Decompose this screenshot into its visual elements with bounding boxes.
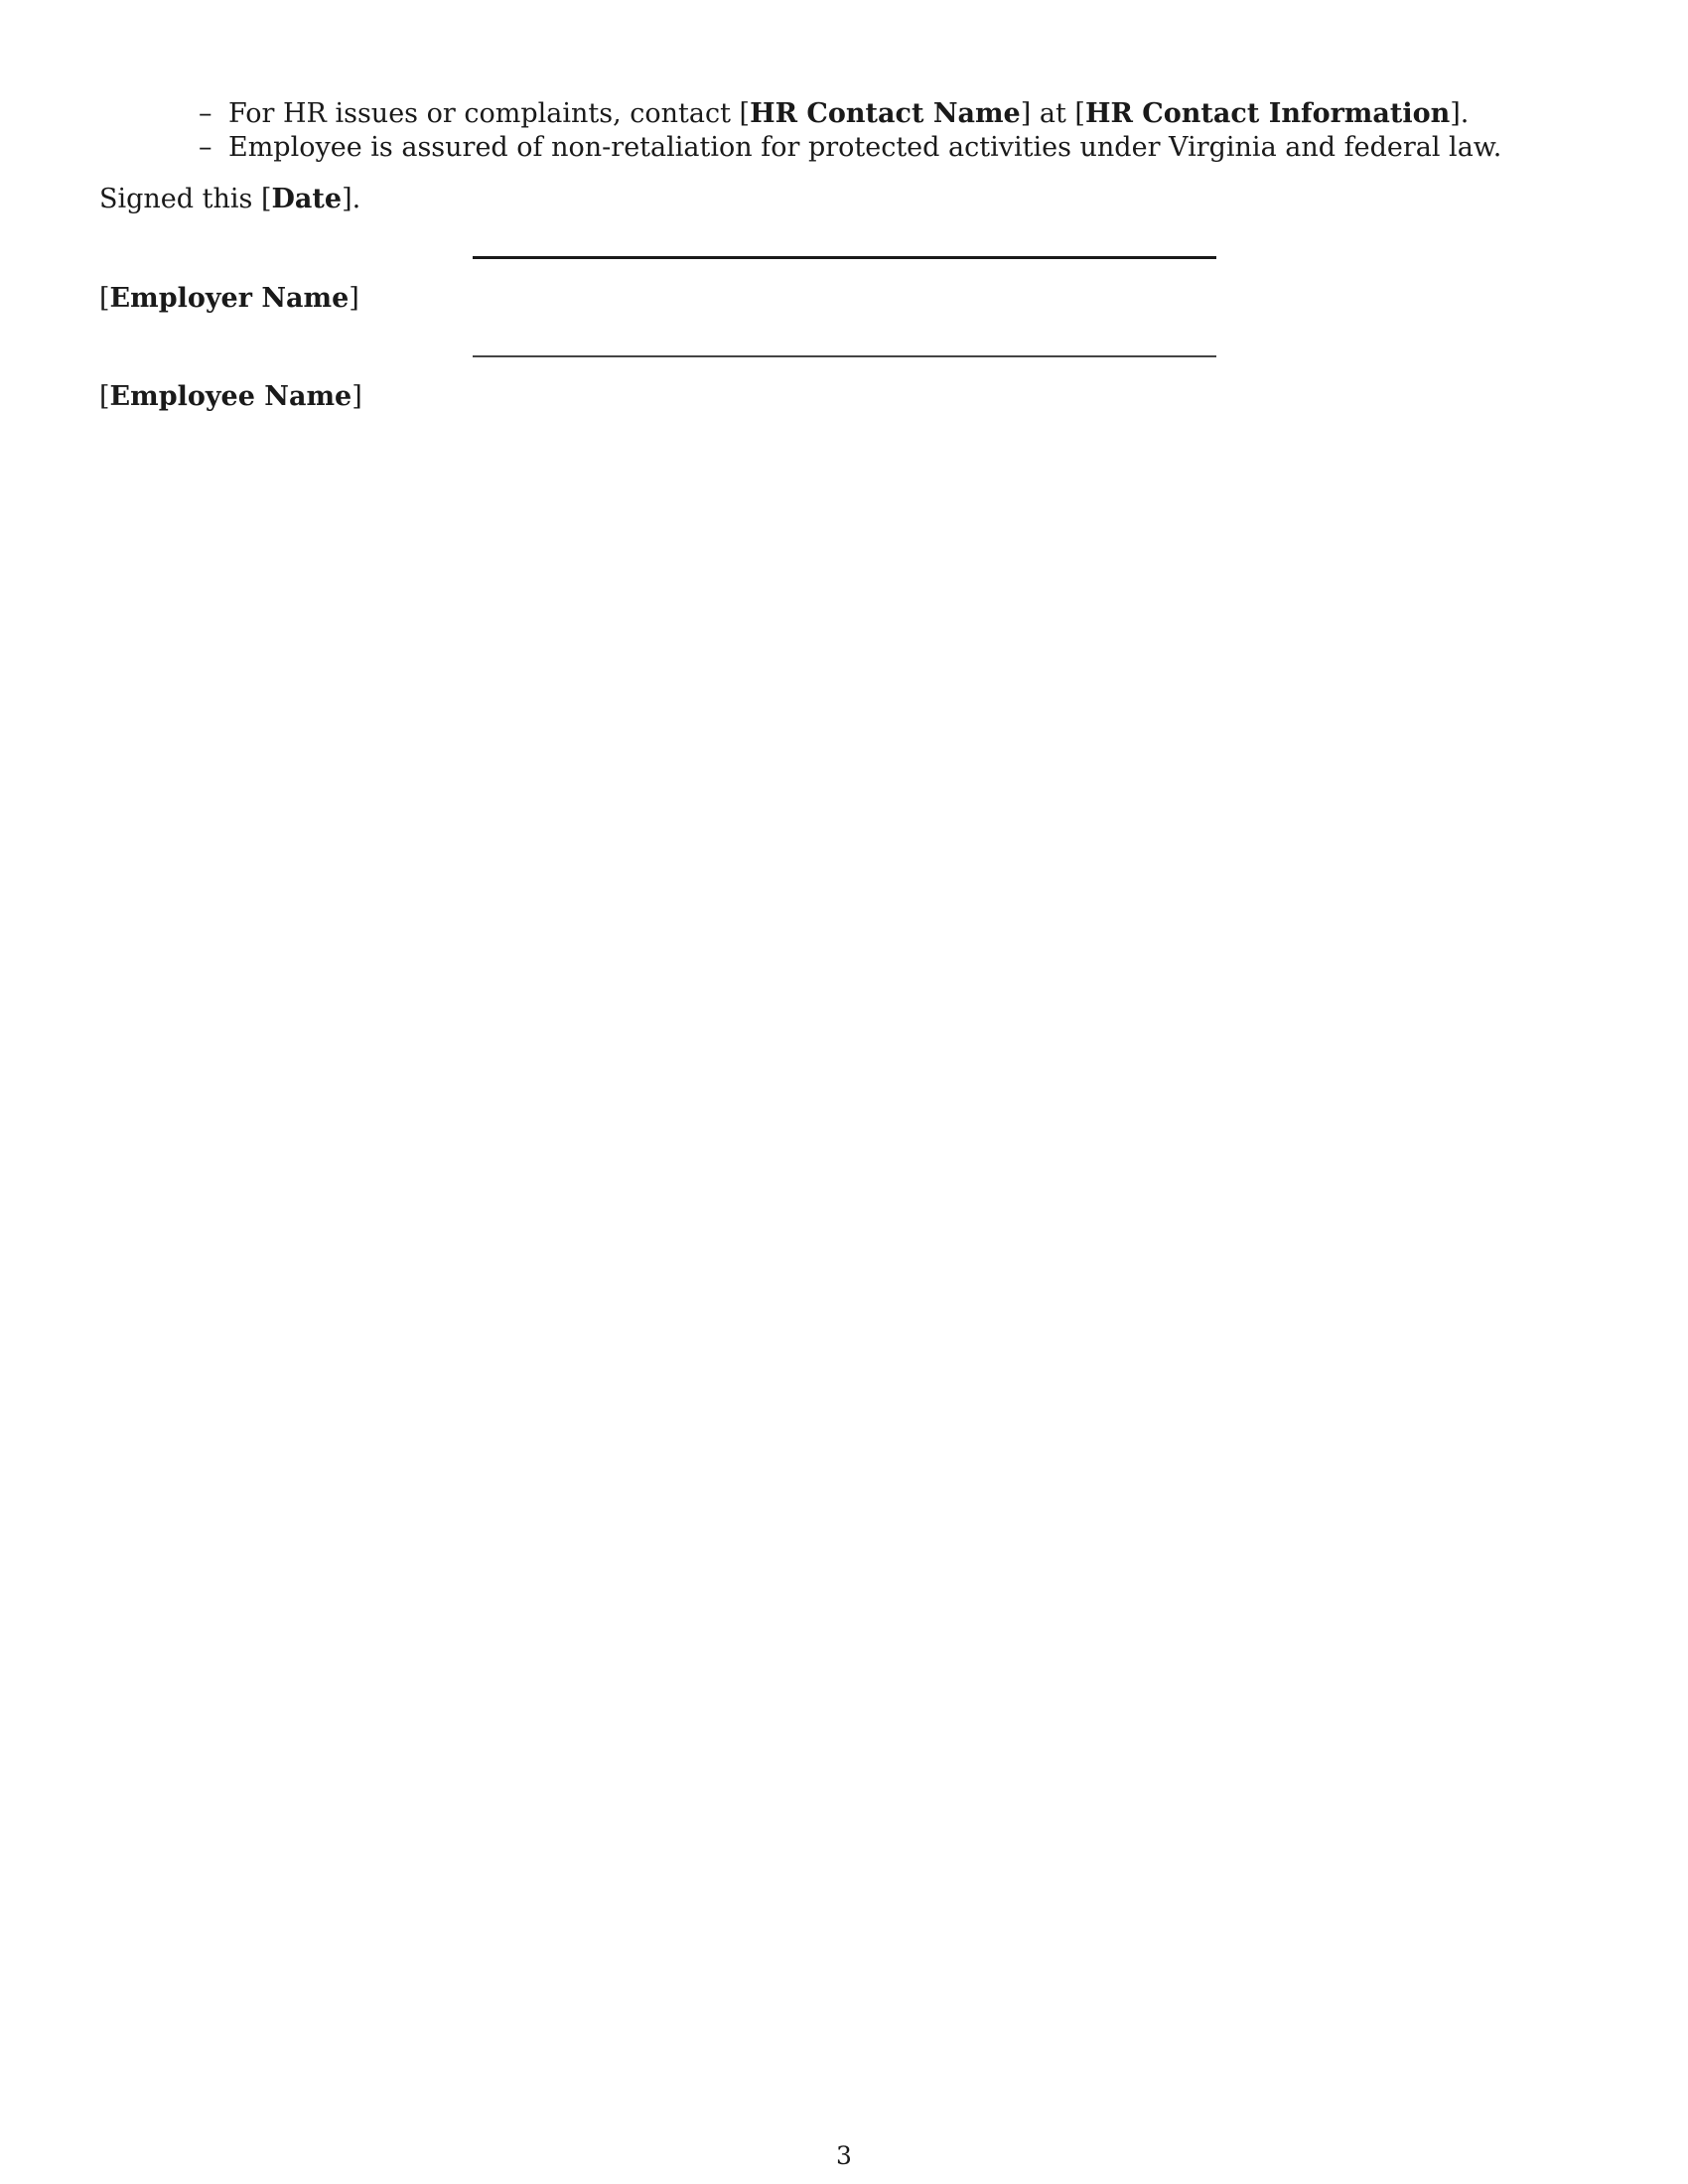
text-segment: ].: [1450, 98, 1470, 129]
bracket: [: [99, 381, 110, 412]
text-segment: For HR issues or complaints, contact [: [228, 98, 751, 129]
bullet-dash: –: [199, 98, 212, 129]
bracket: ]: [349, 283, 359, 314]
signed-date-line: [99, 183, 360, 216]
employer-signature-line: [473, 256, 1216, 259]
bracket: [: [99, 283, 110, 314]
list-item-hr-contact: [199, 97, 1489, 131]
list-item-non-retaliation: [199, 131, 1502, 165]
list-item-text: Employee is assured of non-retaliation for protected activities under Virginia and federal law.: [228, 132, 1502, 163]
text-segment: Signed this [: [99, 184, 272, 214]
page-number: 3: [836, 2141, 852, 2170]
bracket: ]: [352, 381, 362, 412]
employee-name-label: [99, 380, 362, 414]
hr-contact-name-placeholder: HR Contact Name: [750, 98, 1021, 129]
date-placeholder: Date: [271, 184, 343, 214]
employer-name-placeholder: Employer Name: [109, 283, 350, 314]
employee-name-placeholder: Employee Name: [109, 381, 352, 412]
bullet-dash: –: [199, 132, 212, 163]
employer-name-label: [99, 282, 359, 316]
text-segment: ] at [: [1020, 98, 1085, 129]
employee-signature-line: [473, 355, 1216, 357]
hr-contact-information-placeholder: HR Contact Information: [1084, 98, 1451, 129]
bullet-list: [199, 97, 1502, 165]
text-segment: ].: [342, 184, 361, 214]
